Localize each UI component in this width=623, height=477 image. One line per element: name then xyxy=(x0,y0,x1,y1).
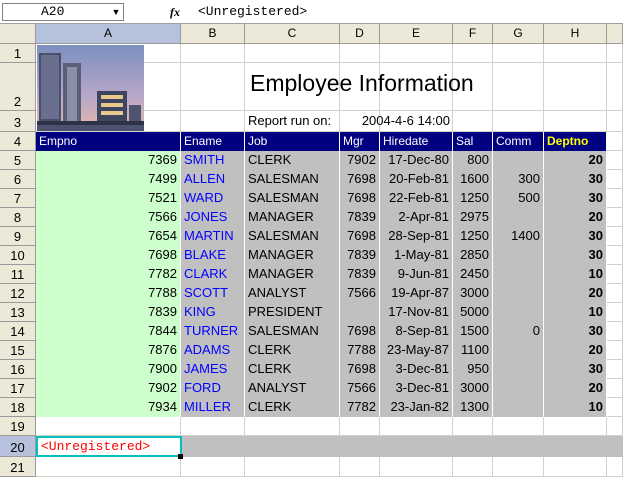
row-header-18[interactable]: 18 xyxy=(0,398,36,417)
formula-content[interactable]: <Unregistered> xyxy=(198,4,308,19)
cell-mgr[interactable]: 7698 xyxy=(340,322,380,341)
cell-comm[interactable] xyxy=(493,398,544,417)
cell-sal[interactable]: 800 xyxy=(453,151,493,170)
cell-empno[interactable]: 7698 xyxy=(36,246,181,265)
cell-sal[interactable]: 3000 xyxy=(453,379,493,398)
grid-cell[interactable] xyxy=(380,44,453,63)
cell-job[interactable]: ANALYST xyxy=(245,379,340,398)
grid-cell[interactable] xyxy=(544,44,607,63)
grid-cell[interactable] xyxy=(607,208,623,227)
cell-ename[interactable]: WARD xyxy=(181,189,245,208)
column-label-comm: Comm xyxy=(493,132,544,151)
grid-cell[interactable] xyxy=(340,417,380,436)
grid-cell[interactable] xyxy=(493,44,544,63)
column-label-sal: Sal xyxy=(453,132,493,151)
cell-hiredate[interactable]: 17-Nov-81 xyxy=(380,303,453,322)
cell-deptno[interactable]: 30 xyxy=(544,322,607,341)
function-icon[interactable]: fx xyxy=(170,5,180,19)
row-header-6[interactable]: 6 xyxy=(0,170,36,189)
cell-hiredate[interactable]: 19-Apr-87 xyxy=(380,284,453,303)
grid-cell[interactable] xyxy=(607,189,623,208)
unregistered-cell[interactable]: <Unregistered> xyxy=(36,436,182,457)
cell-comm[interactable] xyxy=(493,360,544,379)
column-label-ename: Ename xyxy=(181,132,245,151)
cell-ename[interactable]: FORD xyxy=(181,379,245,398)
cell-empno[interactable]: 7499 xyxy=(36,170,181,189)
cell-ename[interactable]: CLARK xyxy=(181,265,245,284)
cell-mgr[interactable]: 7839 xyxy=(340,208,380,227)
row-header-3[interactable]: 3 xyxy=(0,111,36,132)
grid-cell[interactable] xyxy=(607,265,623,284)
row-header-2[interactable]: 2 xyxy=(0,63,36,111)
fill-handle[interactable] xyxy=(178,454,183,459)
column-header-d[interactable]: D xyxy=(340,24,380,44)
row-header-9[interactable]: 9 xyxy=(0,227,36,246)
cell-deptno[interactable]: 20 xyxy=(544,284,607,303)
grid-cell[interactable] xyxy=(340,457,380,477)
row-header-1[interactable]: 1 xyxy=(0,44,36,63)
cell-job[interactable]: SALESMAN xyxy=(245,189,340,208)
cell-mgr[interactable]: 7566 xyxy=(340,379,380,398)
grid-cell[interactable] xyxy=(607,398,623,417)
cell-deptno[interactable]: 30 xyxy=(544,189,607,208)
cell-job[interactable]: CLERK xyxy=(245,398,340,417)
cell-ename[interactable]: JONES xyxy=(181,208,245,227)
row-header-4[interactable]: 4 xyxy=(0,132,36,151)
grid-cell[interactable] xyxy=(607,132,623,151)
grid-cell[interactable] xyxy=(380,457,453,477)
cell-mgr[interactable]: 7902 xyxy=(340,151,380,170)
grid-cell[interactable] xyxy=(493,111,544,132)
grid-cell[interactable] xyxy=(607,227,623,246)
cell-job[interactable]: PRESIDENT xyxy=(245,303,340,322)
cell-job[interactable]: MANAGER xyxy=(245,246,340,265)
grid-cell[interactable] xyxy=(544,457,607,477)
cell-empno[interactable]: 7782 xyxy=(36,265,181,284)
cell-job[interactable]: ANALYST xyxy=(245,284,340,303)
row-header-19[interactable]: 19 xyxy=(0,417,36,436)
cell-ename[interactable]: ALLEN xyxy=(181,170,245,189)
column-header-a[interactable]: A xyxy=(36,24,181,44)
grid-cell[interactable] xyxy=(607,303,623,322)
cell-sal[interactable]: 2850 xyxy=(453,246,493,265)
cell-mgr[interactable]: 7839 xyxy=(340,265,380,284)
grid-cell[interactable] xyxy=(607,379,623,398)
cell-sal[interactable]: 2450 xyxy=(453,265,493,284)
column-header-filler xyxy=(607,24,623,44)
grid-cell[interactable] xyxy=(380,417,453,436)
grid-cell[interactable] xyxy=(340,44,380,63)
cell-comm[interactable] xyxy=(493,246,544,265)
cell-deptno[interactable]: 20 xyxy=(544,379,607,398)
cell-hiredate[interactable]: 22-Feb-81 xyxy=(380,189,453,208)
grid-cell[interactable] xyxy=(181,457,245,477)
cell-ename[interactable]: TURNER xyxy=(181,322,245,341)
row-header-21[interactable]: 21 xyxy=(0,457,36,477)
cell-hiredate[interactable]: 23-Jan-82 xyxy=(380,398,453,417)
cell-deptno[interactable]: 20 xyxy=(544,151,607,170)
row-header-17[interactable]: 17 xyxy=(0,379,36,398)
cell-deptno[interactable]: 10 xyxy=(544,303,607,322)
grid-cell[interactable] xyxy=(245,417,340,436)
cell-job[interactable]: SALESMAN xyxy=(245,227,340,246)
cell-sal[interactable]: 1100 xyxy=(453,341,493,360)
cell-deptno[interactable]: 30 xyxy=(544,360,607,379)
grid-cell[interactable] xyxy=(181,111,245,132)
grid-cell[interactable] xyxy=(607,170,623,189)
cell-sal[interactable]: 1250 xyxy=(453,227,493,246)
grid-cell[interactable] xyxy=(607,457,623,477)
cell-ename[interactable]: SCOTT xyxy=(181,284,245,303)
cell-ename[interactable]: SMITH xyxy=(181,151,245,170)
grid-cell[interactable] xyxy=(245,44,340,63)
cell-mgr[interactable]: 7782 xyxy=(340,398,380,417)
report-title: Employee Information xyxy=(250,70,474,96)
cell-mgr[interactable]: 7839 xyxy=(340,246,380,265)
cell-deptno[interactable]: 30 xyxy=(544,227,607,246)
cell-job[interactable]: MANAGER xyxy=(245,265,340,284)
cell-comm[interactable] xyxy=(493,303,544,322)
cell-hiredate[interactable]: 3-Dec-81 xyxy=(380,379,453,398)
cell-sal[interactable]: 1300 xyxy=(453,398,493,417)
grid-cell[interactable] xyxy=(607,360,623,379)
cell-mgr[interactable]: 7566 xyxy=(340,284,380,303)
cell-empno[interactable]: 7521 xyxy=(36,189,181,208)
grid-cell[interactable] xyxy=(181,417,245,436)
cell-hiredate[interactable]: 9-Jun-81 xyxy=(380,265,453,284)
cell-deptno[interactable]: 30 xyxy=(544,246,607,265)
cell-deptno[interactable]: 10 xyxy=(544,265,607,284)
cell-hiredate[interactable]: 2-Apr-81 xyxy=(380,208,453,227)
column-label-empno: Empno xyxy=(36,132,181,151)
cell-hiredate[interactable]: 20-Feb-81 xyxy=(380,170,453,189)
column-header-b[interactable]: B xyxy=(181,24,245,44)
cell-sal[interactable]: 1600 xyxy=(453,170,493,189)
cell-hiredate[interactable]: 1-May-81 xyxy=(380,246,453,265)
cell-empno[interactable]: 7566 xyxy=(36,208,181,227)
row-header-13[interactable]: 13 xyxy=(0,303,36,322)
cell-empno[interactable]: 7844 xyxy=(36,322,181,341)
grid-cell[interactable] xyxy=(607,341,623,360)
cell-mgr[interactable]: 7698 xyxy=(340,189,380,208)
column-header-h[interactable]: H xyxy=(544,24,607,44)
cell-job[interactable]: MANAGER xyxy=(245,208,340,227)
cell-empno[interactable]: 7934 xyxy=(36,398,181,417)
grid-cell[interactable] xyxy=(36,457,181,477)
cell-ename[interactable]: JAMES xyxy=(181,360,245,379)
grid-cell[interactable] xyxy=(607,111,623,132)
cell-empno[interactable]: 7900 xyxy=(36,360,181,379)
grid-cell[interactable] xyxy=(181,44,245,63)
cell-sal[interactable]: 1250 xyxy=(453,189,493,208)
row-header-10[interactable]: 10 xyxy=(0,246,36,265)
row-header-8[interactable]: 8 xyxy=(0,208,36,227)
cell-comm[interactable]: 500 xyxy=(493,189,544,208)
cell-comm[interactable]: 0 xyxy=(493,322,544,341)
report-run-label: Report run on: xyxy=(248,113,332,128)
grid-cell[interactable] xyxy=(544,417,607,436)
column-header-e[interactable]: E xyxy=(380,24,453,44)
cell-hiredate[interactable]: 23-May-87 xyxy=(380,341,453,360)
cell-ename[interactable]: MARTIN xyxy=(181,227,245,246)
column-label-job: Job xyxy=(245,132,340,151)
cell-deptno[interactable]: 10 xyxy=(544,398,607,417)
grid-cell[interactable] xyxy=(607,417,623,436)
cell-ename[interactable]: BLAKE xyxy=(181,246,245,265)
cell-deptno[interactable]: 30 xyxy=(544,170,607,189)
cell-comm[interactable] xyxy=(493,284,544,303)
cell-deptno[interactable]: 20 xyxy=(544,208,607,227)
select-all-corner[interactable] xyxy=(0,24,36,44)
cell-empno[interactable]: 7902 xyxy=(36,379,181,398)
cell-mgr[interactable]: 7698 xyxy=(340,170,380,189)
cell-comm[interactable] xyxy=(493,341,544,360)
name-box[interactable]: A20 xyxy=(2,3,124,21)
report-run-value: 2004-4-6 14:00 xyxy=(361,113,450,128)
grid-cell[interactable] xyxy=(453,457,493,477)
cell-ename[interactable]: ADAMS xyxy=(181,341,245,360)
row-header-12[interactable]: 12 xyxy=(0,284,36,303)
column-label-hiredate: Hiredate xyxy=(380,132,453,151)
cell-ename[interactable]: MILLER xyxy=(181,398,245,417)
cell-job[interactable]: SALESMAN xyxy=(245,322,340,341)
column-header-g[interactable]: G xyxy=(493,24,544,44)
cell-empno[interactable]: 7369 xyxy=(36,151,181,170)
cell-job[interactable]: CLERK xyxy=(245,151,340,170)
grid-cell[interactable] xyxy=(607,44,623,63)
column-label-mgr: Mgr xyxy=(340,132,380,151)
grid-cell[interactable] xyxy=(544,63,607,111)
row-header-11[interactable]: 11 xyxy=(0,265,36,284)
cell-mgr[interactable]: 7698 xyxy=(340,360,380,379)
row-20-band xyxy=(181,436,623,457)
cell-job[interactable]: CLERK xyxy=(245,341,340,360)
column-label-deptno: Deptno xyxy=(544,132,607,151)
grid-cell[interactable] xyxy=(36,417,181,436)
name-box-dropdown-icon[interactable]: ▼ xyxy=(111,7,121,17)
grid-cell[interactable] xyxy=(493,457,544,477)
cell-hiredate[interactable]: 3-Dec-81 xyxy=(380,360,453,379)
building-photo xyxy=(37,45,144,131)
grid-cell[interactable] xyxy=(245,457,340,477)
grid-cell[interactable] xyxy=(493,417,544,436)
cell-comm[interactable]: 1400 xyxy=(493,227,544,246)
cell-empno[interactable]: 7654 xyxy=(36,227,181,246)
cell-comm[interactable] xyxy=(493,265,544,284)
row-header-15[interactable]: 15 xyxy=(0,341,36,360)
cell-empno[interactable]: 7788 xyxy=(36,284,181,303)
cell-sal[interactable]: 1500 xyxy=(453,322,493,341)
grid-cell[interactable] xyxy=(607,246,623,265)
grid-cell[interactable] xyxy=(607,63,623,111)
cell-comm[interactable]: 300 xyxy=(493,170,544,189)
cell-sal[interactable]: 950 xyxy=(453,360,493,379)
cell-empno[interactable]: 7876 xyxy=(36,341,181,360)
cell-mgr[interactable] xyxy=(340,303,380,322)
column-header-f[interactable]: F xyxy=(453,24,493,44)
grid-cell[interactable] xyxy=(607,284,623,303)
cell-sal[interactable]: 5000 xyxy=(453,303,493,322)
grid-cell[interactable] xyxy=(607,151,623,170)
cell-sal[interactable]: 2975 xyxy=(453,208,493,227)
grid-cell[interactable] xyxy=(453,44,493,63)
column-header-c[interactable]: C xyxy=(245,24,340,44)
cell-mgr[interactable]: 7698 xyxy=(340,227,380,246)
row-header-20[interactable]: 20 xyxy=(0,436,36,457)
grid-cell[interactable] xyxy=(607,322,623,341)
cell-hiredate[interactable]: 8-Sep-81 xyxy=(380,322,453,341)
cell-comm[interactable] xyxy=(493,151,544,170)
cell-mgr[interactable]: 7788 xyxy=(340,341,380,360)
grid-cell[interactable] xyxy=(453,417,493,436)
row-header-5[interactable]: 5 xyxy=(0,151,36,170)
cell-hiredate[interactable]: 17-Dec-80 xyxy=(380,151,453,170)
row-header-14[interactable]: 14 xyxy=(0,322,36,341)
cell-hiredate[interactable]: 28-Sep-81 xyxy=(380,227,453,246)
cell-job[interactable]: SALESMAN xyxy=(245,170,340,189)
cell-job[interactable]: CLERK xyxy=(245,360,340,379)
cell-ename[interactable]: KING xyxy=(181,303,245,322)
row-header-7[interactable]: 7 xyxy=(0,189,36,208)
cell-comm[interactable] xyxy=(493,208,544,227)
grid-cell[interactable] xyxy=(453,111,493,132)
cell-sal[interactable]: 3000 xyxy=(453,284,493,303)
row-header-16[interactable]: 16 xyxy=(0,360,36,379)
cell-empno[interactable]: 7839 xyxy=(36,303,181,322)
grid-cell[interactable] xyxy=(181,63,245,111)
cell-comm[interactable] xyxy=(493,379,544,398)
grid-cell[interactable] xyxy=(544,111,607,132)
cell-deptno[interactable]: 20 xyxy=(544,341,607,360)
